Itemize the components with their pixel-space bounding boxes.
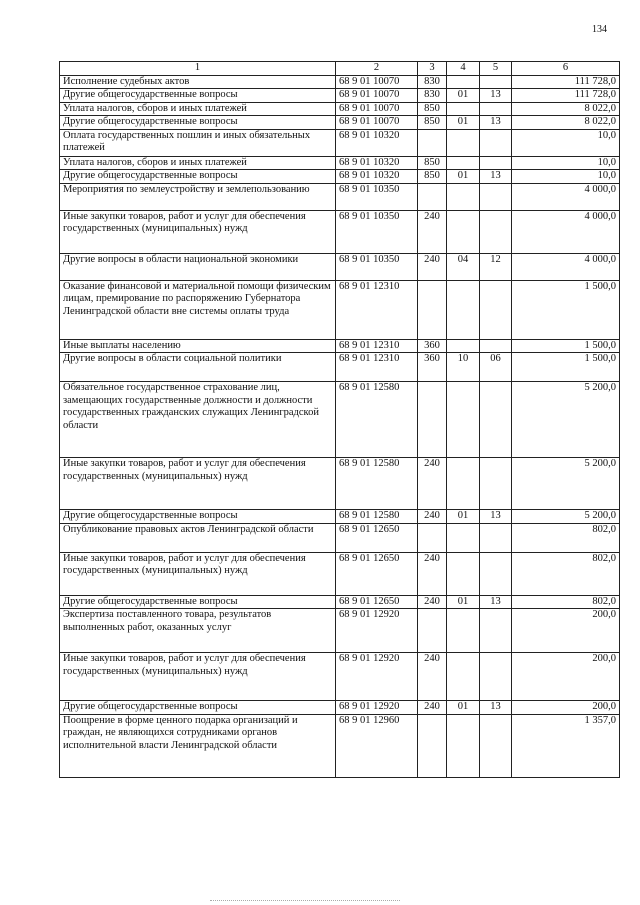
row-rz-cell: 10 bbox=[447, 353, 480, 382]
row-code-cell: 68 9 01 12580 bbox=[336, 510, 418, 524]
row-name-cell: Иные выплаты населению bbox=[60, 339, 336, 353]
row-rz-cell bbox=[447, 210, 480, 253]
row-name-cell: Обязательное государственное страхование лиц, замещающих государственные должности и должности государственных гражданских служащих Ленинградской области bbox=[60, 382, 336, 458]
row-rz-cell bbox=[447, 339, 480, 353]
row-code-cell: 68 9 01 12310 bbox=[336, 353, 418, 382]
row-sum-cell: 10,0 bbox=[512, 129, 620, 156]
row-code-cell: 68 9 01 10350 bbox=[336, 210, 418, 253]
row-rz-cell bbox=[447, 458, 480, 510]
table-row bbox=[60, 156, 620, 170]
row-sum-cell: 111 728,0 bbox=[512, 89, 620, 103]
row-code-cell: 68 9 01 10070 bbox=[336, 102, 418, 116]
row-name-cell: Иные закупки товаров, работ и услуг для обеспечения государственных (муниципальных) нужд bbox=[60, 653, 336, 701]
row-rz-cell bbox=[447, 183, 480, 210]
row-name-cell: Другие общегосударственные вопросы bbox=[60, 595, 336, 609]
row-vr-cell bbox=[418, 523, 447, 552]
row-pr-cell bbox=[480, 183, 512, 210]
row-name-cell: Уплата налогов, сборов и иных платежей bbox=[60, 102, 336, 116]
row-rz-cell bbox=[447, 75, 480, 89]
row-sum-cell: 8 022,0 bbox=[512, 116, 620, 130]
row-code-cell: 68 9 01 12960 bbox=[336, 714, 418, 777]
row-vr-cell: 850 bbox=[418, 102, 447, 116]
row-rz-cell bbox=[447, 280, 480, 339]
row-pr-cell bbox=[480, 523, 512, 552]
row-code-cell: 68 9 01 10320 bbox=[336, 129, 418, 156]
row-name-cell: Другие общегосударственные вопросы bbox=[60, 510, 336, 524]
row-vr-cell: 240 bbox=[418, 595, 447, 609]
row-pr-cell bbox=[480, 653, 512, 701]
row-pr-cell bbox=[480, 75, 512, 89]
table-row bbox=[60, 170, 620, 184]
row-code-cell: 68 9 01 12650 bbox=[336, 523, 418, 552]
row-vr-cell: 850 bbox=[418, 156, 447, 170]
table-header-row bbox=[60, 62, 620, 76]
row-rz-cell bbox=[447, 653, 480, 701]
row-name-cell: Другие общегосударственные вопросы bbox=[60, 701, 336, 715]
table-row bbox=[60, 510, 620, 524]
row-rz-cell: 01 bbox=[447, 595, 480, 609]
page-number: 134 bbox=[592, 24, 607, 35]
row-name-cell: Другие общегосударственные вопросы bbox=[60, 89, 336, 103]
row-vr-cell: 830 bbox=[418, 89, 447, 103]
row-sum-cell: 4 000,0 bbox=[512, 210, 620, 253]
row-rz-cell bbox=[447, 382, 480, 458]
row-pr-cell bbox=[480, 102, 512, 116]
row-rz-cell bbox=[447, 129, 480, 156]
row-vr-cell: 240 bbox=[418, 653, 447, 701]
row-pr-cell bbox=[480, 339, 512, 353]
row-vr-cell: 240 bbox=[418, 552, 447, 595]
row-code-cell: 68 9 01 12580 bbox=[336, 382, 418, 458]
table-row bbox=[60, 116, 620, 130]
row-rz-cell bbox=[447, 609, 480, 653]
row-name-cell: Другие вопросы в области социальной политики bbox=[60, 353, 336, 382]
row-vr-cell bbox=[418, 183, 447, 210]
row-vr-cell: 240 bbox=[418, 253, 447, 280]
row-vr-cell: 360 bbox=[418, 339, 447, 353]
row-pr-cell: 13 bbox=[480, 701, 512, 715]
column-header: 1 bbox=[60, 62, 336, 76]
row-pr-cell: 12 bbox=[480, 253, 512, 280]
row-vr-cell: 850 bbox=[418, 170, 447, 184]
row-pr-cell: 13 bbox=[480, 170, 512, 184]
table-row bbox=[60, 595, 620, 609]
table-row bbox=[60, 714, 620, 777]
row-code-cell: 68 9 01 10350 bbox=[336, 183, 418, 210]
table-row bbox=[60, 701, 620, 715]
column-header: 2 bbox=[336, 62, 418, 76]
row-name-cell: Иные закупки товаров, работ и услуг для обеспечения государственных (муниципальных) нужд bbox=[60, 552, 336, 595]
table-row bbox=[60, 183, 620, 210]
row-code-cell: 68 9 01 12920 bbox=[336, 653, 418, 701]
row-vr-cell bbox=[418, 609, 447, 653]
row-sum-cell: 5 200,0 bbox=[512, 458, 620, 510]
row-sum-cell: 4 000,0 bbox=[512, 253, 620, 280]
row-sum-cell: 1 357,0 bbox=[512, 714, 620, 777]
row-vr-cell: 240 bbox=[418, 701, 447, 715]
table-row bbox=[60, 382, 620, 458]
row-rz-cell: 01 bbox=[447, 116, 480, 130]
row-sum-cell: 1 500,0 bbox=[512, 339, 620, 353]
row-rz-cell bbox=[447, 102, 480, 116]
row-pr-cell: 13 bbox=[480, 510, 512, 524]
row-vr-cell: 830 bbox=[418, 75, 447, 89]
row-rz-cell bbox=[447, 156, 480, 170]
table-row bbox=[60, 339, 620, 353]
table-row bbox=[60, 89, 620, 103]
row-pr-cell bbox=[480, 156, 512, 170]
column-header: 6 bbox=[512, 62, 620, 76]
table-row bbox=[60, 210, 620, 253]
row-rz-cell: 01 bbox=[447, 89, 480, 103]
table-row bbox=[60, 653, 620, 701]
row-sum-cell: 200,0 bbox=[512, 701, 620, 715]
row-code-cell: 68 9 01 10320 bbox=[336, 170, 418, 184]
row-rz-cell: 01 bbox=[447, 701, 480, 715]
table-row bbox=[60, 102, 620, 116]
column-header: 5 bbox=[480, 62, 512, 76]
row-rz-cell bbox=[447, 552, 480, 595]
row-pr-cell bbox=[480, 210, 512, 253]
row-vr-cell bbox=[418, 280, 447, 339]
row-code-cell: 68 9 01 12310 bbox=[336, 339, 418, 353]
row-vr-cell: 240 bbox=[418, 458, 447, 510]
row-code-cell: 68 9 01 10320 bbox=[336, 156, 418, 170]
column-header: 4 bbox=[447, 62, 480, 76]
row-name-cell: Уплата налогов, сборов и иных платежей bbox=[60, 156, 336, 170]
table-row bbox=[60, 280, 620, 339]
row-name-cell: Поощрение в форме ценного подарка организаций и граждан, не являющихся сотрудниками органов исполнительной власти Ленинградской области bbox=[60, 714, 336, 777]
row-sum-cell: 802,0 bbox=[512, 523, 620, 552]
row-sum-cell: 802,0 bbox=[512, 552, 620, 595]
row-sum-cell: 1 500,0 bbox=[512, 280, 620, 339]
row-sum-cell: 200,0 bbox=[512, 609, 620, 653]
table-row bbox=[60, 353, 620, 382]
page-edge-line bbox=[210, 900, 400, 901]
row-vr-cell: 360 bbox=[418, 353, 447, 382]
row-vr-cell: 240 bbox=[418, 510, 447, 524]
row-code-cell: 68 9 01 10070 bbox=[336, 89, 418, 103]
row-rz-cell bbox=[447, 714, 480, 777]
row-vr-cell: 240 bbox=[418, 210, 447, 253]
row-rz-cell: 01 bbox=[447, 170, 480, 184]
row-name-cell: Мероприятия по землеустройству и землепользованию bbox=[60, 183, 336, 210]
table-row bbox=[60, 523, 620, 552]
row-code-cell: 68 9 01 12580 bbox=[336, 458, 418, 510]
row-code-cell: 68 9 01 10350 bbox=[336, 253, 418, 280]
row-vr-cell bbox=[418, 382, 447, 458]
row-name-cell: Оплата государственных пошлин и иных обязательных платежей bbox=[60, 129, 336, 156]
row-name-cell: Другие вопросы в области национальной экономики bbox=[60, 253, 336, 280]
row-pr-cell: 06 bbox=[480, 353, 512, 382]
row-code-cell: 68 9 01 12920 bbox=[336, 701, 418, 715]
table-row bbox=[60, 458, 620, 510]
row-sum-cell: 8 022,0 bbox=[512, 102, 620, 116]
row-sum-cell: 5 200,0 bbox=[512, 510, 620, 524]
row-rz-cell: 01 bbox=[447, 510, 480, 524]
table-row bbox=[60, 129, 620, 156]
row-sum-cell: 802,0 bbox=[512, 595, 620, 609]
row-name-cell: Иные закупки товаров, работ и услуг для обеспечения государственных (муниципальных) нужд bbox=[60, 458, 336, 510]
row-rz-cell: 04 bbox=[447, 253, 480, 280]
row-sum-cell: 200,0 bbox=[512, 653, 620, 701]
row-name-cell: Иные закупки товаров, работ и услуг для обеспечения государственных (муниципальных) нужд bbox=[60, 210, 336, 253]
row-vr-cell: 850 bbox=[418, 116, 447, 130]
row-sum-cell: 1 500,0 bbox=[512, 353, 620, 382]
row-name-cell: Опубликование правовых актов Ленинградской области bbox=[60, 523, 336, 552]
row-code-cell: 68 9 01 12650 bbox=[336, 552, 418, 595]
table-row bbox=[60, 253, 620, 280]
row-sum-cell: 111 728,0 bbox=[512, 75, 620, 89]
row-pr-cell bbox=[480, 609, 512, 653]
table-row bbox=[60, 75, 620, 89]
row-name-cell: Оказание финансовой и материальной помощи физическим лицам, премирование по распоряжению Губернатора Ленинградской области вне системы оплаты труда bbox=[60, 280, 336, 339]
row-sum-cell: 4 000,0 bbox=[512, 183, 620, 210]
row-vr-cell bbox=[418, 129, 447, 156]
row-pr-cell bbox=[480, 714, 512, 777]
row-rz-cell bbox=[447, 523, 480, 552]
row-code-cell: 68 9 01 12310 bbox=[336, 280, 418, 339]
row-pr-cell bbox=[480, 129, 512, 156]
row-code-cell: 68 9 01 12920 bbox=[336, 609, 418, 653]
row-sum-cell: 5 200,0 bbox=[512, 382, 620, 458]
row-pr-cell bbox=[480, 552, 512, 595]
row-code-cell: 68 9 01 12650 bbox=[336, 595, 418, 609]
row-sum-cell: 10,0 bbox=[512, 170, 620, 184]
row-pr-cell bbox=[480, 458, 512, 510]
row-pr-cell bbox=[480, 280, 512, 339]
row-pr-cell: 13 bbox=[480, 116, 512, 130]
row-name-cell: Экспертиза поставленного товара, результатов выполненных работ, оказанных услуг bbox=[60, 609, 336, 653]
table-row bbox=[60, 552, 620, 595]
row-code-cell: 68 9 01 10070 bbox=[336, 116, 418, 130]
row-name-cell: Другие общегосударственные вопросы bbox=[60, 116, 336, 130]
row-code-cell: 68 9 01 10070 bbox=[336, 75, 418, 89]
row-pr-cell: 13 bbox=[480, 89, 512, 103]
row-name-cell: Исполнение судебных актов bbox=[60, 75, 336, 89]
row-vr-cell bbox=[418, 714, 447, 777]
row-pr-cell: 13 bbox=[480, 595, 512, 609]
column-header: 3 bbox=[418, 62, 447, 76]
row-pr-cell bbox=[480, 382, 512, 458]
budget-table bbox=[59, 61, 620, 778]
row-name-cell: Другие общегосударственные вопросы bbox=[60, 170, 336, 184]
row-sum-cell: 10,0 bbox=[512, 156, 620, 170]
table-row bbox=[60, 609, 620, 653]
